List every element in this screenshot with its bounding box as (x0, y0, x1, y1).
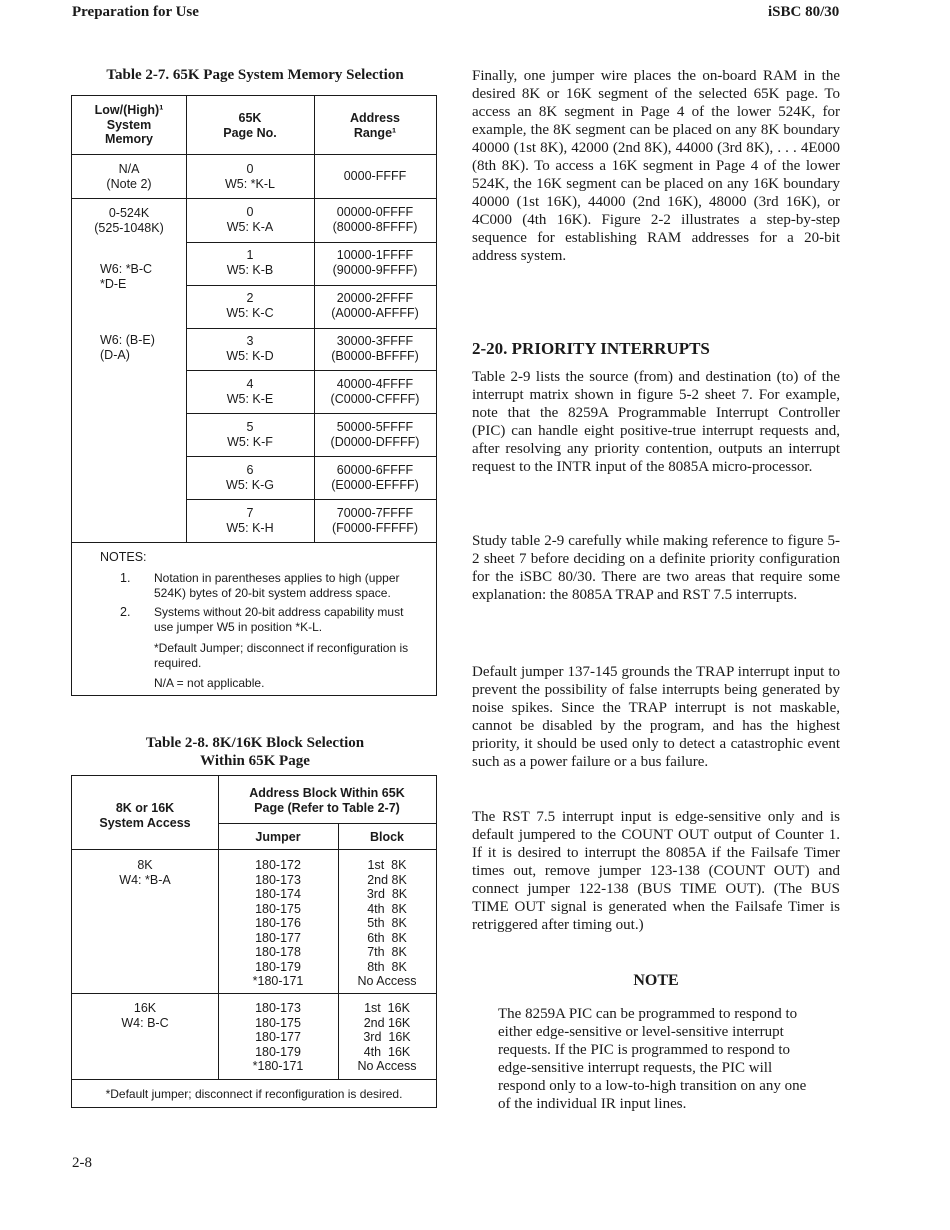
table-row-divider (186, 456, 436, 457)
note-default-jumper: *Default Jumper; disconnect if reconfiguration is required. (154, 641, 409, 670)
note-2-text: Systems without 20-bit address capability must use jumper W5 in position *K-L. (154, 605, 404, 634)
range-row: 30000-3FFFF (B0000-BFFFF) (331, 334, 419, 363)
running-header-left: Preparation for Use (72, 4, 199, 20)
range-row: 70000-7FFFF (F0000-FFFFF) (331, 506, 419, 535)
table-2-8 (71, 775, 437, 1108)
table-row-divider (72, 849, 436, 850)
table-row-divider (72, 198, 436, 199)
notes-heading: NOTES: (100, 550, 147, 564)
table-row-divider (218, 823, 436, 824)
access-8k: 8K W4: *B-A (119, 858, 171, 887)
row0-memory: N/A (Note 2) (106, 162, 152, 191)
note-1-number: 1. (120, 571, 131, 585)
note-body: The 8259A PIC can be programmed to respond to either edge-sensitive or level-sensitive interrupt requests. If the PIC is programmed to respond to edge-sensitive interrupt requests, the PIC will respond only to a low-to-high transition on any one of the individual IR input lines. (498, 1006, 807, 1112)
table-row-divider (186, 499, 436, 500)
header-address-block: Address Block Within 65K Page (Refer to Table 2-7) (249, 786, 405, 815)
jumpers-8k: 180-172 180-173 180-174 180-175 180-176 180-177 180-178 180-179 *180-171 (252, 858, 304, 988)
header-block: Block (369, 830, 405, 844)
range-row: 50000-5FFFF (D0000-DFFFF) (330, 420, 420, 449)
page-row: 1 W5: K-B (226, 248, 274, 277)
blocks-8k: 1st 8K 2nd 8K 3rd 8K 4th 8K 5th 8K 6th 8K 7th 8K 8th 8K No Access (357, 858, 417, 988)
blocks-16k: 1st 16K 2nd 16K 3rd 16K 4th 16K No Access (357, 1001, 417, 1073)
page-number: 2-8 (72, 1155, 92, 1171)
table-row-divider (72, 1079, 436, 1080)
table-row-divider (186, 328, 436, 329)
jumpers-16k: 180-173 180-175 180-177 180-179 *180-171 (252, 1001, 304, 1073)
header-jumper: Jumper (255, 830, 301, 844)
table-2-7-title: Table 2-7. 65K Page System Memory Selection (106, 67, 404, 83)
page-row: 4 W5: K-E (226, 377, 274, 406)
running-header-right: iSBC 80/30 (768, 4, 840, 20)
table-row-divider (186, 242, 436, 243)
memory-w6-default: W6: *B-C *D-E (100, 262, 153, 291)
table-2-8-footnote: *Default jumper; disconnect if reconfiguration is desired. (105, 1087, 403, 1101)
paragraph-interrupt-matrix: Table 2-9 lists the source (from) and destination (to) of the interrupt matrix shown in figure 5-2 sheet 7. For example, note that the 8259A Programmable Interrupt Controller (PIC) can handle eight positive-true interrupt requests and, after resolving any priority contention, outputs an interrupt request to the INTR input of the 8085A micro-processor. (472, 369, 840, 475)
paragraph-study-table: Study table 2-9 carefully while making reference to figure 5-2 sheet 7 before deciding on a definite priority configuration for the iSBC 80/30. There are two areas that require some explanation: the 8085A TRAP and RST 7.5 interrupts. (472, 533, 840, 603)
page-row: 7 W5: K-H (226, 506, 274, 535)
section-heading-priority-interrupts: 2-20. PRIORITY INTERRUPTS (472, 339, 710, 358)
access-16k: 16K W4: B-C (121, 1001, 169, 1030)
table-row-divider (72, 993, 436, 994)
paragraph-trap-interrupt: Default jumper 137-145 grounds the TRAP interrupt input to prevent the possibility of false interrupts being generated by noise spikes. Since the TRAP interrupt is not maskable, cannot be disabled by the program, and has the highest priority, it should be used only to detect a catastrophic event such as a power failure or a bus failure. (472, 664, 840, 770)
header-address-range: Address Range¹ (349, 111, 401, 140)
table-2-7 (71, 95, 437, 696)
table-row-divider (186, 370, 436, 371)
range-row: 00000-0FFFF (80000-8FFFF) (332, 205, 418, 234)
range-row: 60000-6FFFF (E0000-EFFFF) (331, 463, 419, 492)
paragraph-rst75-interrupt: The RST 7.5 interrupt input is edge-sensitive only and is default jumpered to the COUNT OUT output of Counter 1. If it is desired to interrupt the 8085A if the Failsafe Timer times out, remove jumper 123-138 (COUNT OUT) and connect jumper 122-138 (BUS TIME OUT). (The BUS TIME OUT signal is generated when the Failsafe Timer is retriggered after timing out.) (472, 809, 840, 933)
range-row: 20000-2FFFF (A0000-AFFFF) (331, 291, 419, 320)
note-na: N/A = not applicable. (154, 676, 265, 690)
range-row: 10000-1FFFF (90000-9FFFF) (332, 248, 418, 277)
page-row: 2 W5: K-C (226, 291, 274, 320)
row0-range: 0000-FFFF (343, 169, 407, 183)
page-row: 0 W5: K-A (226, 205, 274, 234)
table-row-divider (186, 285, 436, 286)
header-page-no: 65K Page No. (223, 111, 277, 140)
page-row: 5 W5: K-F (227, 420, 273, 449)
page-row: 3 W5: K-D (226, 334, 274, 363)
memory-lower-upper: 0-524K (525-1048K) (94, 206, 164, 235)
table-row-divider (72, 154, 436, 155)
note-title: NOTE (633, 972, 679, 989)
table-2-8-title: Table 2-8. 8K/16K Block Selection Within 65K Page (145, 735, 365, 769)
table-row-divider (186, 413, 436, 414)
header-system-access: 8K or 16K System Access (99, 801, 191, 830)
page-row: 6 W5: K-G (226, 463, 274, 492)
note-2-number: 2. (120, 605, 131, 619)
paragraph-ram-segment: Finally, one jumper wire places the on-board RAM in the desired 8K or 16K segment of the selected 65K page. To access an 8K segment in Page 4 of the lower 524K, for example, the 8K segment can be placed on any 8K boundary 40000 (1st 8K), 42000 (2nd 8K), 44000 (3rd 8K), . . . 4E000 (8th 8K). To access a 16K segment in Page 4 of the lower 524K, the 16K segment can be placed on any 16K boundary 40000 (1st 16K), 44000 (2nd 16K), 48000 (3rd 16K), or 4C000 (4th 16K). Figure 2-2 illustrates a step-by-step sequence for establishing RAM addresses for a 20-bit address system. (472, 68, 840, 264)
header-system-memory: Low/(High)¹ System Memory (94, 103, 164, 146)
table-row-divider (72, 542, 436, 543)
memory-w6-alt: W6: (B-E) (D-A) (100, 333, 155, 362)
row0-page: 0 W5: *K-L (224, 162, 275, 191)
note-1-text: Notation in parentheses applies to high (upper 524K) bytes of 20-bit system address space. (154, 571, 400, 600)
range-row: 40000-4FFFF (C0000-CFFFF) (330, 377, 420, 406)
